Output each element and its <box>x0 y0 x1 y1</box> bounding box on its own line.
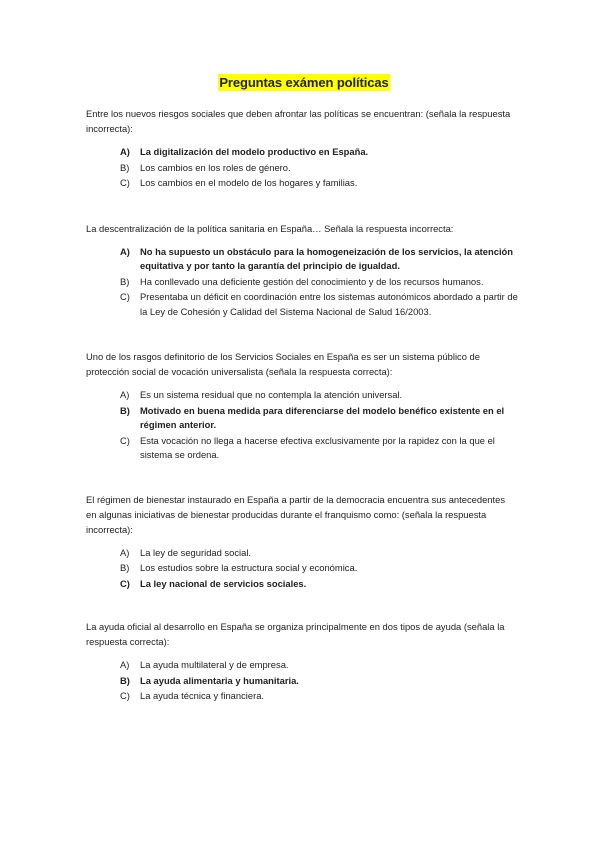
option-a <box>120 546 518 561</box>
option-text: Es un sistema residual que no contempla la atención universal. <box>140 389 403 400</box>
option-text: La digitalización del modelo productivo en España. <box>140 146 369 157</box>
option-letter: C) <box>120 291 130 302</box>
option-letter: B) <box>120 562 130 573</box>
option-a <box>120 245 518 274</box>
option-text: Los cambios en el modelo de los hogares y familias. <box>140 177 358 188</box>
options-list <box>86 658 518 704</box>
option-b <box>120 674 518 689</box>
option-text: La ley de seguridad social. <box>140 546 252 558</box>
option-text: Motivado en buena medida para diferenciarse del modelo benéfico existente en el régimen anterior. <box>140 404 505 430</box>
option-a <box>120 658 518 673</box>
option-letter: B) <box>120 674 130 686</box>
option-c <box>120 577 518 592</box>
question-text: La ayuda oficial al desarrollo en España se organiza principalmente en dos tipos de ayuda (señala la respuesta correcta): <box>86 621 505 647</box>
option-c <box>120 434 518 463</box>
option-text: No ha supuesto un obstáculo para la homogeneización de los servicios, la atención equitativa y por tanto la garantía del principio de igualdad. <box>140 245 513 271</box>
option-b <box>120 161 518 176</box>
option-letter: A) <box>120 659 130 670</box>
option-letter: A) <box>120 146 130 157</box>
page-title: Preguntas exámen políticas <box>219 75 389 90</box>
option-text: La ayuda multilateral y de empresa. <box>140 659 289 670</box>
option-letter: C) <box>120 577 130 589</box>
question-2 <box>86 221 518 320</box>
option-text: Los estudios sobre la estructura social y económica. <box>140 562 358 573</box>
option-letter: C) <box>120 690 130 701</box>
option-b <box>120 561 518 576</box>
question-3 <box>86 349 518 463</box>
option-b <box>120 275 518 290</box>
option-text: Esta vocación no llega a hacerse efectiva exclusivamente por la rapidez con la que el sistema se ordena. <box>140 434 495 460</box>
option-letter: C) <box>120 177 130 188</box>
option-text: Ha conllevado una deficiente gestión del conocimiento y de los recursos humanos. <box>140 275 484 287</box>
title-wrapper <box>90 74 518 92</box>
question-text: Uno de los rasgos definitorio de los Servicios Sociales en España es ser un sistema público de protección social de vocación universalista (señala la respuesta correcta): <box>86 351 480 377</box>
options-list <box>86 388 518 463</box>
question-text: Entre los nuevos riesgos sociales que deben afrontar las políticas se encuentran: (señala la respuesta incorrecta): <box>86 108 511 134</box>
options-list <box>86 245 518 320</box>
options-list <box>86 546 518 592</box>
question-text: El régimen de bienestar instaurado en España a partir de la democracia encuentra sus antecedentes en algunas iniciativas de bienestar producidas durante el franquismo como: (señala la respuesta incorrecta): <box>86 493 506 535</box>
option-text: Los cambios en los roles de género. <box>140 161 291 173</box>
option-letter: B) <box>120 404 130 416</box>
options-list <box>86 145 518 191</box>
option-letter: A) <box>120 245 130 257</box>
option-text: Presentaba un déficit en coordinación entre los sistemas autonómicos abordado a partir de la Ley de Cohesión y Calidad del Sistema Nacional de Salud 16/2003. <box>140 291 518 317</box>
option-text: La ayuda alimentaria y humanitaria. <box>140 674 299 686</box>
option-text: La ley nacional de servicios sociales. <box>140 577 307 589</box>
question-1 <box>86 106 518 191</box>
question-4 <box>86 492 518 592</box>
option-b <box>120 404 518 433</box>
option-letter: A) <box>120 389 130 400</box>
option-c <box>120 689 518 704</box>
question-text: La descentralización de la política sanitaria en España… Señala la respuesta incorrecta: <box>86 222 454 234</box>
option-letter: B) <box>120 275 130 287</box>
option-letter: C) <box>120 434 130 446</box>
option-letter: B) <box>120 161 130 173</box>
option-c <box>120 290 518 319</box>
question-5 <box>86 619 518 704</box>
option-a <box>120 388 518 403</box>
option-a <box>120 145 518 160</box>
option-letter: A) <box>120 546 130 558</box>
option-c <box>120 176 518 191</box>
option-text: La ayuda técnica y financiera. <box>140 690 265 701</box>
